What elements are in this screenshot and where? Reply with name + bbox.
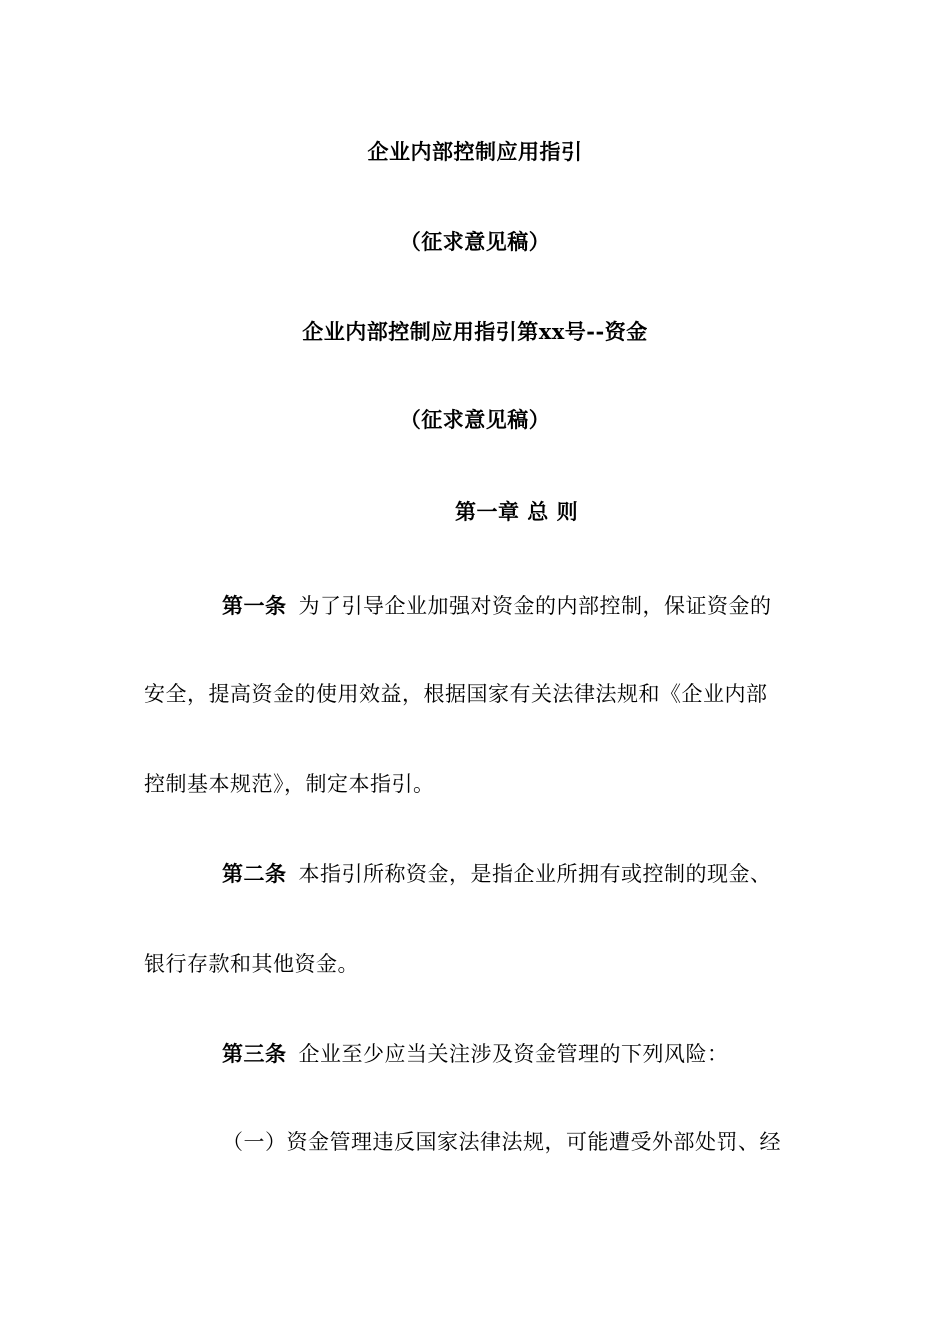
article-2-text: 本指引所称资金，是指企业所拥有或控制的现金、 xyxy=(298,862,772,886)
guideline-title: 企业内部控制应用指引第xx号--资金 xyxy=(302,319,648,344)
article-2-line-1 xyxy=(222,860,772,888)
article-1-number: 第一条 xyxy=(222,593,287,618)
article-1-line-3: 控制基本规范》，制定本指引。 xyxy=(144,772,435,796)
article-3-line-1 xyxy=(222,1040,729,1068)
document-title: 企业内部控制应用指引 xyxy=(367,139,583,164)
article-2-number: 第二条 xyxy=(222,861,287,886)
article-3-text: 企业至少应当关注涉及资金管理的下列风险： xyxy=(298,1042,729,1066)
article-1-text: 为了引导企业加强对资金的内部控制，保证资金的 xyxy=(298,594,772,618)
document-subtitle: （征求意见稿） xyxy=(399,229,551,254)
list-item: （一）资金管理违反国家法律法规，可能遭受外部处罚、经 xyxy=(222,1130,781,1154)
article-2-line-2: 银行存款和其他资金。 xyxy=(144,952,359,976)
guideline-subtitle: （征求意见稿） xyxy=(399,407,551,432)
article-1-line-1 xyxy=(222,592,772,620)
article-1-line-2: 安全，提高资金的使用效益，根据国家有关法律法规和《企业内部 xyxy=(144,682,768,706)
chapter-heading: 第一章 总 则 xyxy=(455,499,579,524)
article-3-number: 第三条 xyxy=(222,1041,287,1066)
